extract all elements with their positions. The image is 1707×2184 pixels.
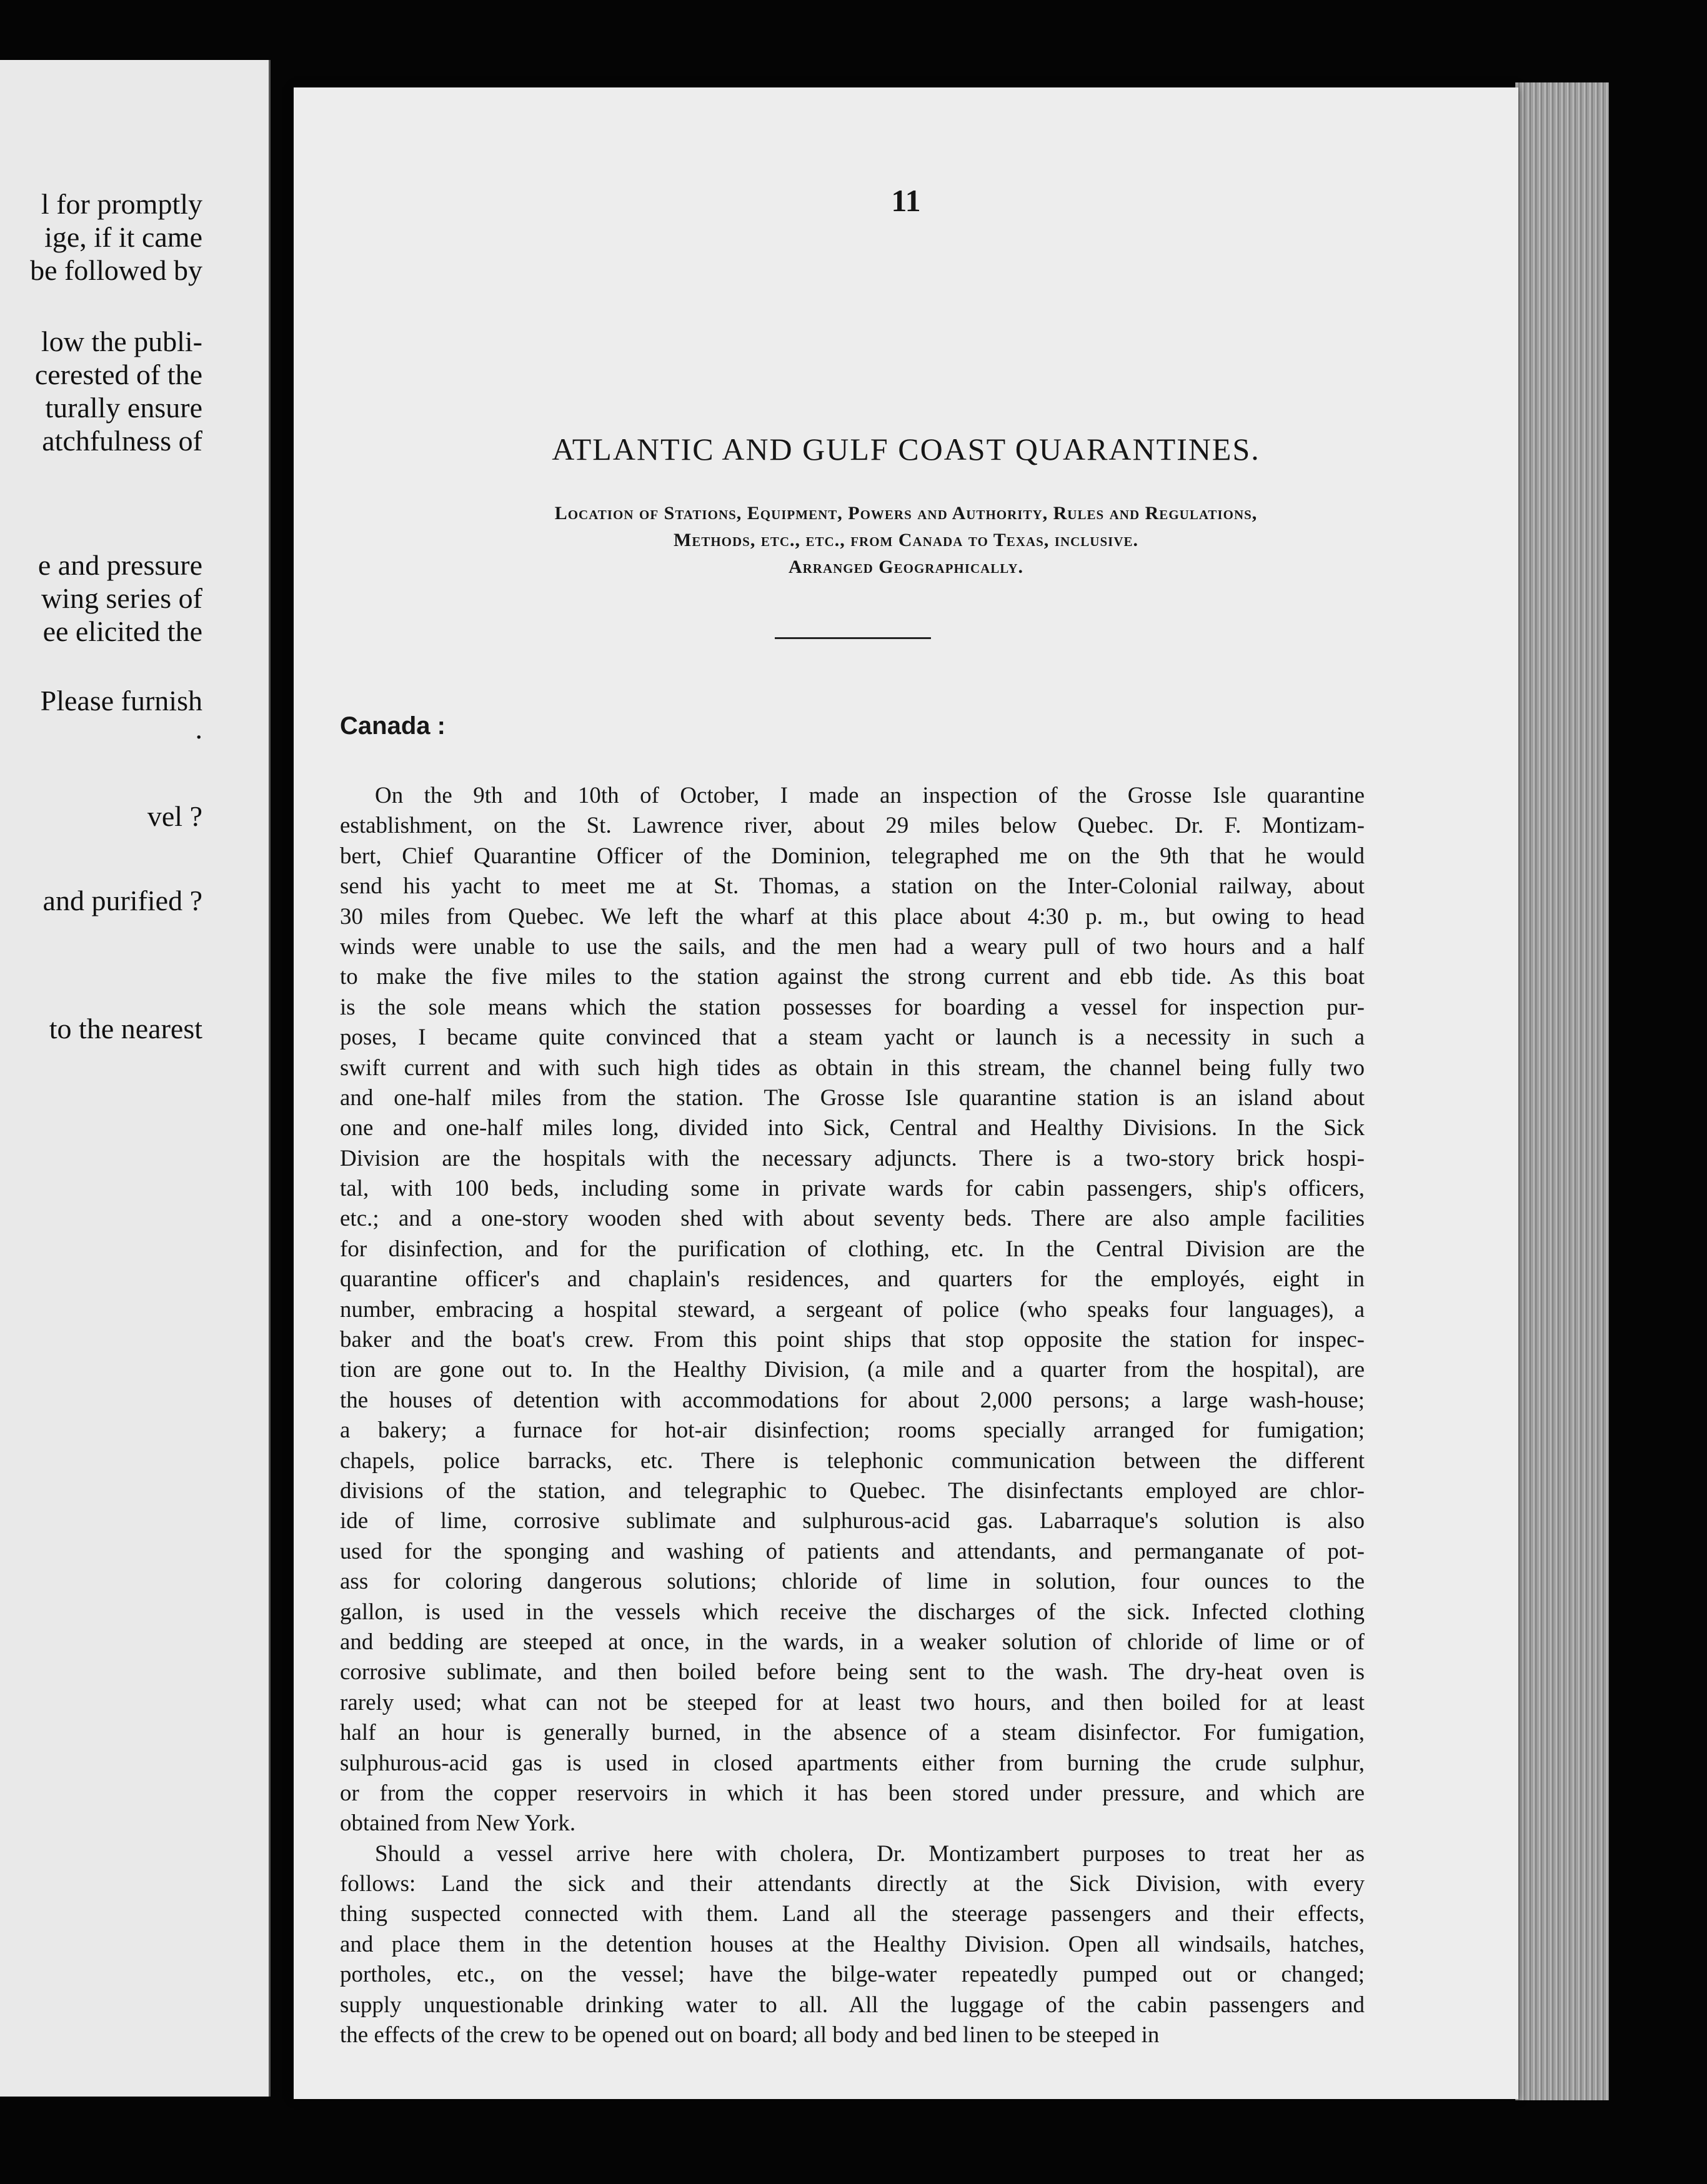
body-line: corrosive sublimate, and then boiled before being sent to the wash. The dry-heat oven is [340,1659,1365,1685]
right-page [294,87,1518,2099]
body-line: rarely used; what can not be steeped for at least two hours, and then boiled for at least [340,1689,1365,1715]
body-line: to make the five miles to the station against the strong current and ebb tide. As this boat [340,964,1365,990]
page-title: ATLANTIC AND GULF COAST QUARANTINES. [552,432,1260,467]
left-page-line: e and pressure [37,549,202,581]
left-page-line: ige, if it came [44,221,202,253]
body-line: and bedding are steeped at once, in the wards, in a weaker solution of chloride of lime or of [340,1629,1365,1655]
body-line: and one-half miles from the station. The Grosse Isle quarantine station is an island about [340,1085,1365,1111]
page-content [294,87,1518,2099]
body-text [340,781,1365,2050]
left-page-line: Please furnish [40,685,202,717]
body-line: a bakery; a furnace for hot-air disinfection; rooms specially arranged for fumigation; [340,1417,1365,1444]
body-line: bert, Chief Quarantine Officer of the Dominion, telegraphed me on the 9th that he would [340,843,1365,869]
body-line: the effects of the crew to be opened out on board; all body and bed linen to be steeped in [340,2022,1160,2048]
left-page-line: vel ? [147,800,202,832]
left-page-line: ee elicited the [42,615,202,647]
body-line: divisions of the station, and telegraphic to Quebec. The disinfectants employed are chlor- [340,1477,1365,1504]
body-line: baker and the boat's crew. From this point ships that stop opposite the station for inspec- [340,1327,1365,1353]
body-line: sulphurous-acid gas is used in closed apartments either from burning the crude sulphur, [340,1750,1365,1776]
left-page [0,60,271,2097]
page-subtitle [331,500,1481,580]
section-heading: Canada : [340,712,445,740]
body-line: gallon, is used in the vessels which receive the discharges of the sick. Infected clothing [340,1599,1365,1625]
body-line: ass for coloring dangerous solutions; chloride of lime in solution, four ounces to the [340,1569,1365,1595]
body-line: tion are gone out to. In the Healthy Division, (a mile and a quarter from the hospital), are [340,1357,1365,1383]
body-line: ide of lime, corrosive sublimate and sulphurous-acid gas. Labarraque's solution is also [340,1508,1365,1534]
body-line: number, embracing a hospital steward, a sergeant of police (who speaks four languages), a [340,1296,1365,1323]
body-line: tal, with 100 beds, including some in private wards for cabin passengers, ship's officers, [340,1176,1365,1202]
body-line: or from the copper reservoirs in which it has been stored under pressure, and which are [340,1780,1365,1806]
body-line: send his yacht to meet me at St. Thomas, a station on the Inter-Colonial railway, about [340,873,1365,900]
body-line: establishment, on the St. Lawrence river, about 29 miles below Quebec. Dr. F. Montizam- [340,813,1365,839]
body-line: chapels, police barracks, etc. There is telephonic communication between the different [340,1447,1365,1474]
body-line: Should a vessel arrive here with cholera, Dr. Montizambert purposes to treat her as [375,1840,1365,1867]
body-line: used for the sponging and washing of patients and attendants, and permanganate of pot- [340,1538,1365,1564]
body-line: quarantine officer's and chaplain's residences, and quarters for the employés, eight in [340,1266,1365,1293]
body-line: On the 9th and 10th of October, I made an inspection of the Grosse Isle quarantine [375,783,1365,808]
body-line: 30 miles from Quebec. We left the wharf at this place about 4:30 p. m., but owing to head [340,903,1365,930]
left-page-line: to the nearest [49,1013,202,1045]
left-page-line: be followed by [30,254,202,286]
body-line: swift current and with such high tides as obtain in this stream, the channel being fully two [340,1055,1365,1081]
section-divider [775,637,931,639]
body-line: portholes, etc., on the vessel; have the bilge-water repeatedly pumped out or changed; [340,1962,1365,1988]
body-line: thing suspected connected with them. Land all the steerage passengers and their effects, [340,1901,1365,1927]
body-line: is the sole means which the station possesses for boarding a vessel for inspection pur- [340,994,1365,1020]
left-page-line: l for promptly [41,188,202,220]
body-line: obtained from New York. [340,1810,576,1837]
body-line: supply unquestionable drinking water to all. All the luggage of the cabin passengers and [340,1992,1365,2018]
left-page-line: and purified ? [42,885,202,916]
subtitle-line: Methods, etc., etc., from Canada to Texas, inclusive. [674,530,1138,550]
body-line: one and one-half miles long, divided into Sick, Central and Healthy Divisions. In the Sick [340,1115,1365,1141]
left-page-text [0,60,269,2097]
body-line: winds were unable to use the sails, and the men had a weary pull of two hours and a half [340,933,1365,960]
subtitle-line: Location of Stations, Equipment, Powers and Authority, Rules and Regulations, [554,503,1258,524]
subtitle-line: Arranged Geographically. [788,557,1024,577]
body-line: follows: Land the sick and their attendants directly at the Sick Division, with every [340,1871,1365,1897]
body-line: the houses of detention with accommodations for about 2,000 persons; a large wash-house; [340,1387,1365,1413]
left-page-line: atchfulness of [42,425,202,457]
body-line: half an hour is generally burned, in the absence of a steam disinfector. For fumigation, [340,1720,1365,1746]
left-page-line: low the publi- [41,325,202,357]
left-page-line: . [195,713,202,745]
page-number: 11 [891,183,921,218]
body-line: poses, I became quite convinced that a steam yacht or launch is a necessity in such a [340,1025,1365,1051]
page-edges [1515,82,1609,2100]
left-page-line: cerested of the [34,359,202,390]
body-line: and place them in the detention houses at the Healthy Division. Open all windsails, hatches, [340,1931,1365,1957]
left-page-line: turally ensure [45,392,202,424]
left-page-line: wing series of [41,582,202,614]
body-line: for disinfection, and for the purification of clothing, etc. In the Central Division are the [340,1236,1365,1262]
body-line: etc.; and a one-story wooden shed with about seventy beds. There are also ample facilities [340,1206,1365,1232]
body-line: Division are the hospitals with the necessary adjuncts. There is a two-story brick hospi- [340,1145,1365,1171]
